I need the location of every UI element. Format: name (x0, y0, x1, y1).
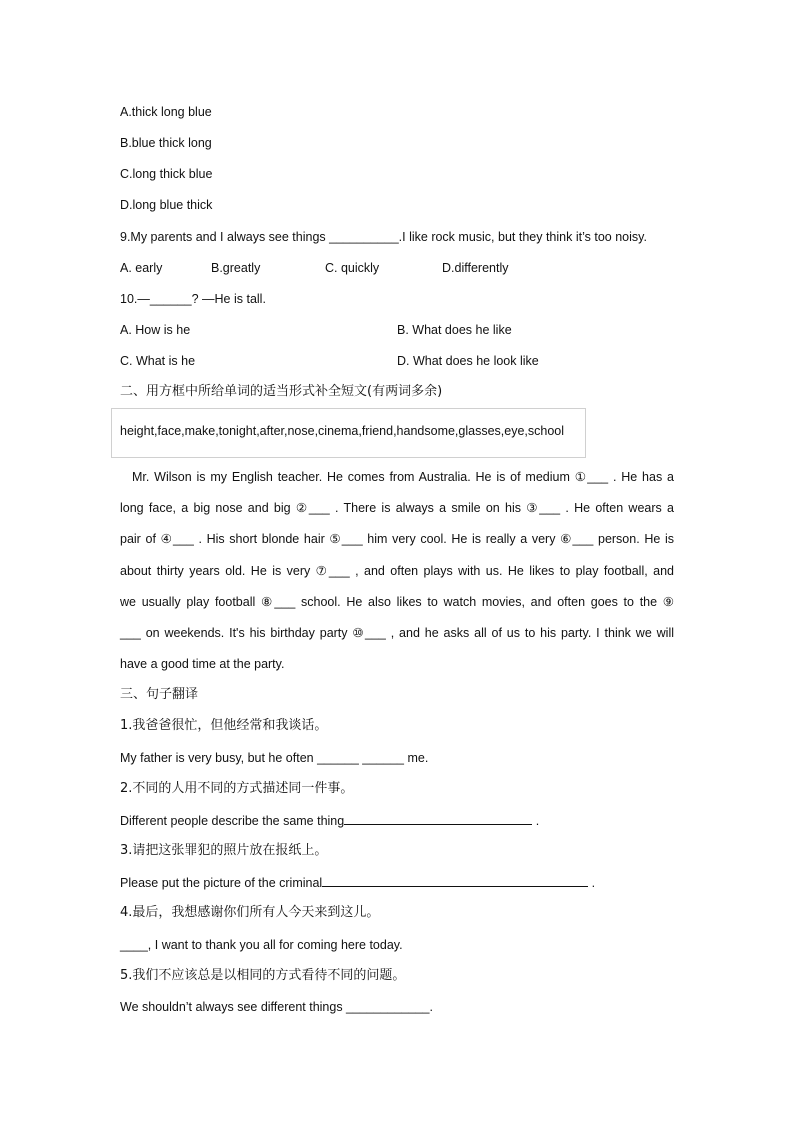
section2-title: 二、用方框中所给单词的适当形式补全短文(有两词多余) (120, 384, 443, 399)
translation-5-english: We shouldn’t always see different things ____________. (120, 1000, 433, 1014)
translation-3-answer-line (322, 874, 588, 887)
translation-5-chinese: 5.我们不应该总是以相同的方式看待不同的问题。 (120, 968, 406, 983)
q9-blank: __________ (329, 230, 399, 244)
q9-stem-before: 9.My parents and I always see things (120, 230, 330, 244)
q9-stem (120, 229, 647, 245)
translation-3-chinese: 3.请把这张罪犯的照片放在报纸上。 (120, 843, 328, 858)
translation-1-chinese: 1.我爸爸很忙，但他经常和我谈话。 (120, 718, 328, 733)
q9-option-b: B.greatly (211, 261, 261, 275)
translation-4-english: ____, I want to thank you all for coming here today. (120, 938, 403, 952)
q9-option-c: C. quickly (325, 261, 380, 275)
translation-2-english (120, 812, 539, 829)
passage-line-7: have a good time at the party. (120, 657, 285, 671)
passage-line-5: we usually play football ⑧___ school. He also likes to watch movies, and often goes to the ⑨ (120, 595, 674, 609)
q9-option-a: A. early (120, 261, 163, 275)
translation-4-chinese: 4.最后，我想感谢你们所有人今天来到这儿。 (120, 905, 380, 920)
word-bank-text: height,face,make,tonight,after,nose,cinema,friend,handsome,glasses,eye,school (120, 424, 565, 438)
q8-option-c: C.long thick blue (120, 167, 213, 181)
passage-line-3: pair of ④___ . His short blonde hair ⑤___ him very cool. He is really a very ⑥___ person. He is (120, 532, 674, 546)
section3-title: 三、句子翻译 (120, 687, 199, 702)
q10-stem: 10.—______? —He is tall. (120, 292, 266, 306)
passage-line-2: long face, a big nose and big ②___ . There is always a smile on his ③___ . He often wears a (120, 501, 674, 515)
passage-line-6: ___ on weekends. It's his birthday party ⑩___ , and he asks all of us to his party. I think we will (120, 626, 674, 640)
q9-option-d: D.differently (442, 261, 509, 275)
q8-option-b: B.blue thick long (120, 136, 212, 150)
q10-option-c: C. What is he (120, 354, 196, 368)
q10-option-b: B. What does he like (397, 323, 512, 337)
translation-2-chinese: 2.不同的人用不同的方式描述同一件事。 (120, 781, 354, 796)
translation-1-english: My father is very busy, but he often ______ ______ me. (120, 751, 429, 765)
q8-option-d: D.long blue thick (120, 198, 213, 212)
translation-3-period: . (588, 876, 596, 890)
translation-2-period: . (532, 814, 540, 828)
q9-stem-after: .I like rock music, but they think it’s too noisy. (398, 230, 647, 244)
translation-2-text: Different people describe the same thing (120, 814, 345, 828)
q10-option-d: D. What does he look like (397, 354, 539, 368)
translation-3-english (120, 874, 595, 891)
passage-line-1: Mr. Wilson is my English teacher. He comes from Australia. He is of medium ①___ . He has a (132, 470, 674, 484)
translation-3-text: Please put the picture of the criminal (120, 876, 323, 890)
q10-option-a: A. How is he (120, 323, 191, 337)
passage-line-4: about thirty years old. He is very ⑦___ , and often plays with us. He likes to play football, and (120, 564, 674, 578)
translation-2-answer-line (344, 812, 532, 825)
q8-option-a: A.thick long blue (120, 105, 212, 119)
word-bank-box (111, 408, 586, 458)
